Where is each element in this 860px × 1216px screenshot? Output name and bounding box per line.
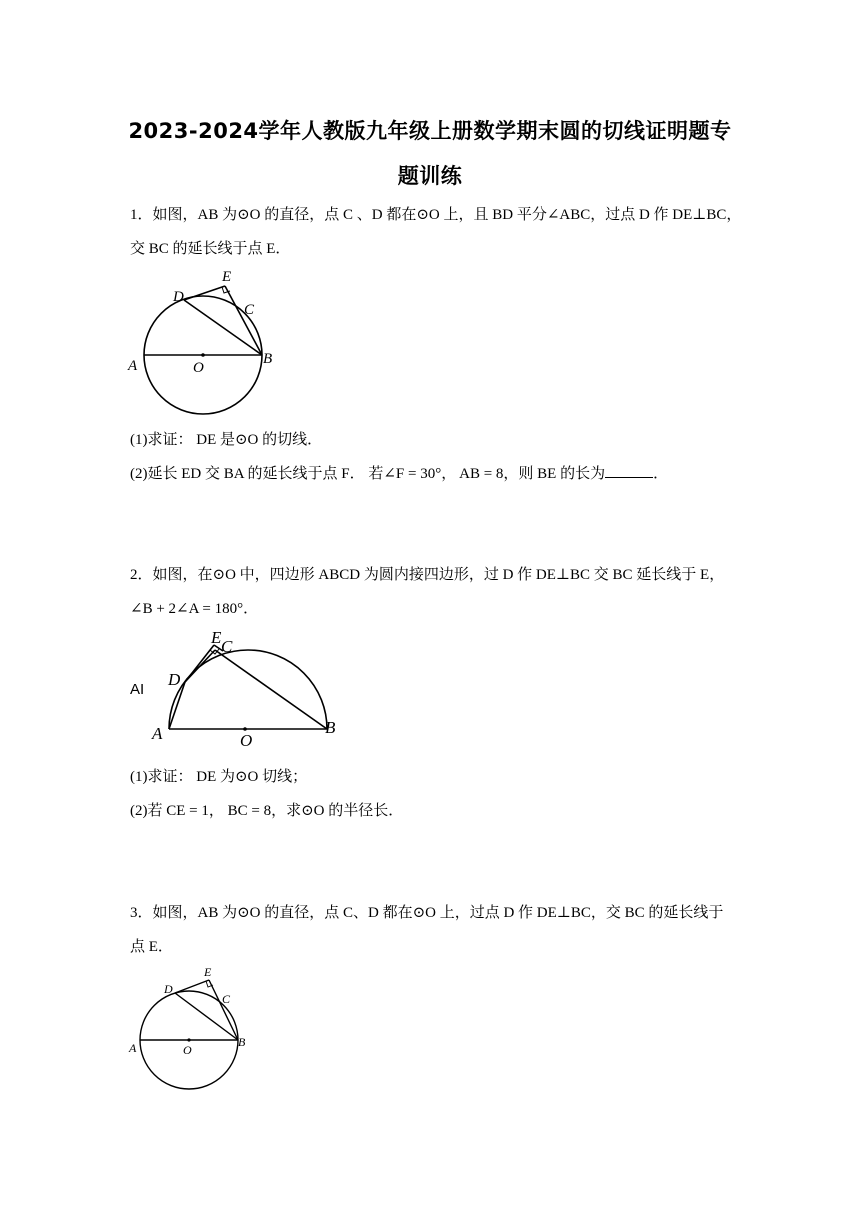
problem-1-label-b: B: [263, 351, 273, 367]
problem-1-label-e: E: [222, 269, 232, 285]
problem-1-part-2-text: (2)延长 ED 交 BA 的延长线于点 F． 若∠F = 30°， AB = 8，则 BE 的长为: [130, 466, 606, 482]
problem-1-label-d: D: [173, 289, 184, 305]
problem-1-stem-line-1: 1．如图，AB 为⊙O 的直径，点 C 、D 都在⊙O 上，且 BD 平分∠ABC，过点 D 作 DE⊥BC，: [130, 207, 742, 223]
answer-blank: [605, 463, 653, 478]
problem-1-label-o: O: [193, 360, 204, 376]
document-title-line-2: 题训练: [397, 164, 463, 188]
problem-2-label-b: B: [325, 718, 336, 737]
problem-3-stem-line-1: 3．如图，AB 为⊙O 的直径，点 C、D 都在⊙O 上，过点 D 作 DE⊥BC，交 BC 的延长线于: [130, 905, 724, 921]
problem-1-label-a: A: [128, 358, 138, 374]
problem-2-stem-line-1: 2．如图，在⊙O 中，四边形 ABCD 为圆内接四边形，过 D 作 DE⊥BC 交 BC 延长线于 E，: [130, 567, 725, 583]
problem-3-label-a: A: [129, 1041, 137, 1055]
problem-2-stem-line-2: ∠B + 2∠A = 180°．: [130, 601, 259, 617]
problem-3-figure: [125, 962, 255, 1092]
problem-3-label-o: O: [183, 1043, 192, 1057]
problem-2-label-d: D: [168, 670, 181, 689]
problem-3-label-c: C: [222, 992, 231, 1006]
problem-3-stem-line-2: 点 E．: [130, 939, 173, 955]
problem-1-part-2-end: ．: [653, 466, 669, 482]
problem-1-part-1: (1)求证： DE 是⊙O 的切线．: [130, 432, 323, 448]
problem-3-label-d: D: [164, 982, 173, 996]
problem-1-label-c: C: [244, 302, 255, 318]
problem-3-label-e: E: [204, 965, 212, 979]
problem-2-part-1: (1)求证： DE 为⊙O 切线；: [130, 769, 308, 785]
problem-3-label-b: B: [238, 1035, 246, 1049]
problem-2-label-e: E: [211, 628, 222, 647]
problem-1-figure: [120, 262, 290, 417]
problem-2-label-a: A: [152, 724, 163, 743]
problem-2-part-2: (2)若 CE = 1， BC = 8，求⊙O 的半径长．: [130, 803, 404, 819]
document-title-line-1: 2023-2024学年人教版九年级上册数学期末圆的切线证明题专: [128, 119, 732, 143]
problem-2-figure: [145, 625, 345, 750]
problem-2-label-o: O: [240, 731, 253, 750]
problem-1-part-2: [130, 462, 668, 483]
problem-2-label-c: C: [221, 637, 233, 656]
ai-mark: AI: [130, 681, 145, 698]
problem-1-stem-line-2: 交 BC 的延长线于点 E．: [130, 241, 291, 257]
